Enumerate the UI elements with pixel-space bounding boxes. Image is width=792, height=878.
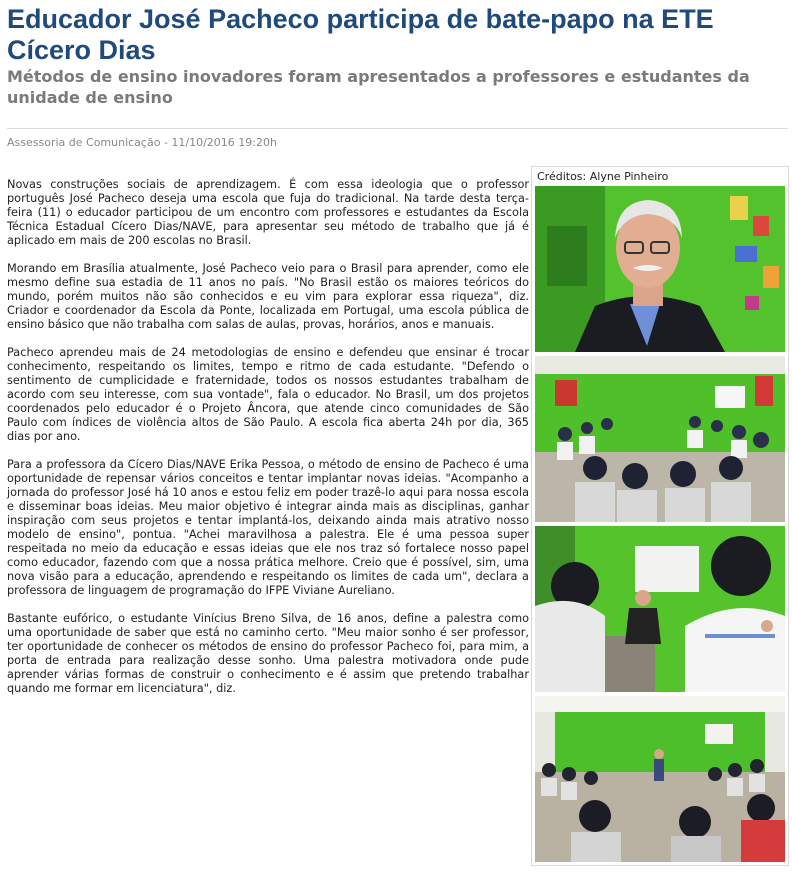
photo-students-circle[interactable] — [535, 356, 785, 522]
article-paragraph: Bastante eufórico, o estudante Vinícius Breno Silva, de 16 anos, define a palestra como uma oportunidade de saber que está no caminho certo. "Meu maior sonho é ser professor, ter oportunidade de conhecer os métodos de ensino do professor Pacheco foi, para mim, a porta de entrada para realização desse sonho. Uma palestra motivadora onde pude aprender várias formas de construir o conhecimento e é assim que pretendo trabalhar quando me formar em licenciatura", diz. — [7, 612, 529, 695]
photo-credits: Créditos: Alyne Pinheiro — [537, 170, 669, 183]
article-body — [7, 178, 529, 710]
article-paragraph: Novas construções sociais de aprendizagem. É com essa ideologia que o professor português José Pacheco deseja uma escola que fuja do tradicional. Na tarde desta terça-feira (11) o educador participou de um encontro com professores e estudantes da Escola Técnica Estadual Cícero Dias/NAVE, para apresentar seu método de trabalho que já é aplicado em mais de 200 escolas no Brasil. — [7, 178, 529, 247]
photo-portrait[interactable] — [535, 186, 785, 352]
article-byline: Assessoria de Comunicação - 11/10/2016 19:20h — [7, 136, 277, 149]
article-paragraph: Morando em Brasília atualmente, José Pacheco veio para o Brasil para aprender, como ele mesmo define sua estadia de 11 anos no país. "No Brasil estão os maiores teóricos do mundo, porém muitos não são conhecidos e eu vim para explorar essa riqueza", diz. Criador e coordenador da Escola da Ponte, localizada em Portugal, uma escola pública de ensino básico que não trabalha com salas de aulas, provas, horários, anos e manuais. — [7, 262, 529, 331]
article-paragraph: Para a professora da Cícero Dias/NAVE Erika Pessoa, o método de ensino de Pacheco é uma oportunidade de repensar vários conceitos e tentar implantar novas ideias. "Acompanho a jornada do professor José há 10 anos e estou feliz em poder trazê-lo aqui para nossa escola e disseminar boas ideias. Meu maior objetivo é integrar ainda mais as disciplinas, ganhar inspiração com seus projetos e tentar implantá-los, deixando ainda mais atrativo nosso modelo de ensino", pontua. "Achei maravilhosa a palestra. Ele é uma pessoa super respeitada no meio da educação e essas ideias que ele nos traz só fortalece nosso papel como educador, fazendo com que a nossa prática melhore. Creio que é possível, sim, uma nova visão para a educação, aprendendo e respeitando os limites de cada um", declara a professora de linguagem de programação do IFPE Viviane Aureliano. — [7, 458, 529, 597]
photo-auditorium[interactable] — [535, 696, 785, 862]
article-subtitle: Métodos de ensino inovadores foram apresentados a professores e estudantes da unidade de ensino — [7, 67, 750, 107]
photo-educator-speaking[interactable] — [535, 526, 785, 692]
divider — [7, 128, 788, 129]
article-title: Educador José Pacheco participa de bate-papo na ETE Cícero Dias — [7, 4, 714, 65]
article-paragraph: Pacheco aprendeu mais de 24 metodologias de ensino e defendeu que ensinar é trocar conhecimento, respeitando os limites, tempo e ritmo de cada estudante. "Defendo o sentimento de cumplicidade e fraternidade, todos os nossos estudantes trabalham de acordo com seu interesse, com sua vontade", fala o educador. No Brasil, um dos projetos coordenados pelo educador é o Projeto Âncora, que atende cinco comunidades de São Paulo com índices de violência altos de São Paulo. A escola fica aberta 24h por dia, 365 dias por ano. — [7, 346, 529, 443]
photo-gallery — [531, 166, 789, 866]
